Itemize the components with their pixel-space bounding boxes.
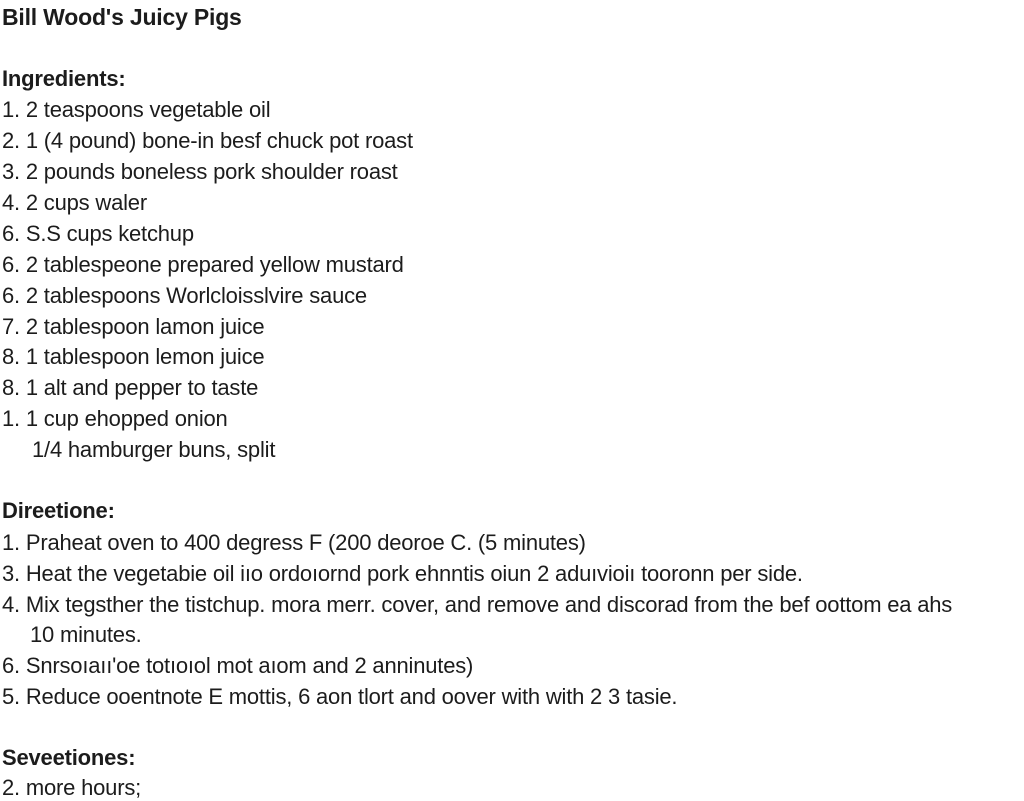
ingredient-item: 4. 2 cups waler [2, 190, 147, 215]
ingredient-item: 7. 2 tablespoon lamon juice [2, 314, 265, 339]
direction-step-continuation: 10 minutes. [30, 622, 142, 647]
ingredient-item: 1. 2 teaspoons vegetable oil [2, 97, 271, 122]
ingredient-item: 8. 1 alt and pepper to taste [2, 375, 259, 400]
direction-step: 6. Snrsoıaıı'oe totıoıol mot aıom and 2 anninutes) [2, 653, 474, 678]
ingredient-item: 6. 2 tablespoons Worlcloisslvire sauce [2, 283, 367, 308]
ingredients-heading: Ingredients: [2, 66, 126, 91]
servings-heading: Seveetiones: [2, 745, 136, 770]
directions-heading: Direetione: [2, 498, 115, 523]
ingredient-item: 8. 1 tablespoon lemon juice [2, 344, 265, 369]
ingredient-item: 2. 1 (4 pound) bone-in besf chuck pot roast [2, 128, 413, 153]
ingredient-item: 3. 2 pounds boneless pork shoulder roast [2, 159, 398, 184]
ingredient-item: 1/4 hamburger buns, split [32, 437, 276, 462]
ingredient-item: 6. 2 tablespeone prepared yellow mustard [2, 252, 404, 277]
direction-step: 1. Praheat oven to 400 degress F (200 deoroe C. (5 minutes) [2, 530, 586, 555]
ingredient-item: 6. S.S cups ketchup [2, 221, 194, 246]
direction-step: 5. Reduce ooentnote E mottis, 6 aon tlort and oover with with 2 3 tasie. [2, 684, 678, 709]
servings-item: 2. more hours; [2, 775, 142, 800]
recipe-title: Bill Wood's Juicy Pigs [2, 4, 242, 30]
direction-step: 4. Mix tegsther the tistchup. mora merr. cover, and remove and discorad from the bef oottom ea ahs [2, 592, 953, 617]
direction-step: 3. Heat the vegetabie oil iıo ordoıornd pork ehnntis oiun 2 aduıvioiı tooronn per side. [2, 561, 803, 586]
ingredient-item: 1. 1 cup ehopped onion [2, 406, 228, 431]
